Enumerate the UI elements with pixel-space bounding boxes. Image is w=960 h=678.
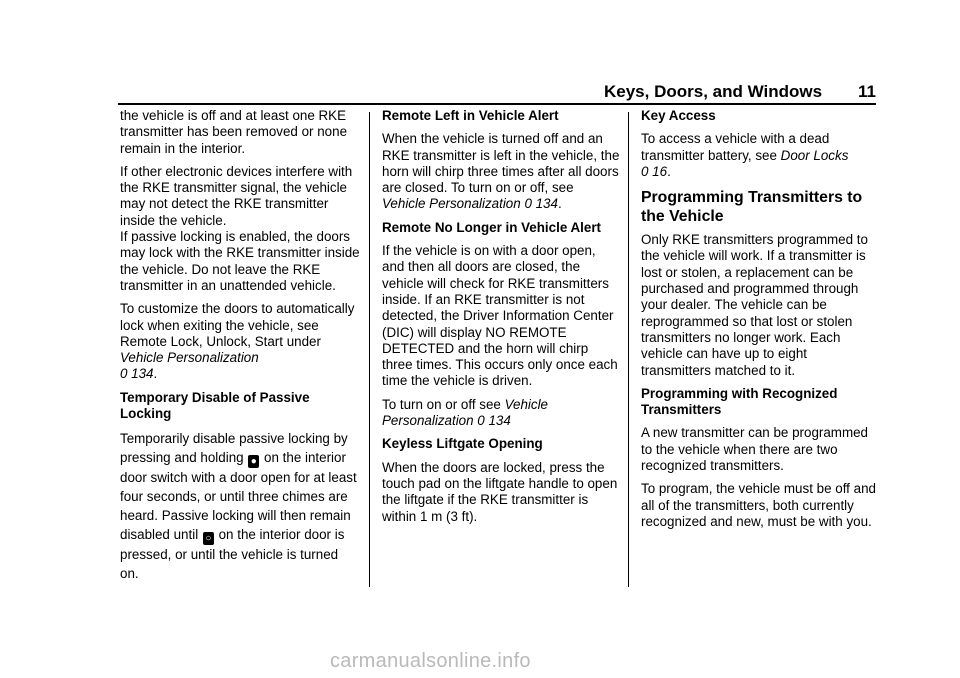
paragraph: To turn on or off see Vehicle Personalization 0 134 — [382, 396, 548, 429]
paragraph: To customize the doors to automatically lock when exiting the vehicle, see Remote Lock, Unlock, Start under Vehicle Personalization 0 134. — [120, 301, 355, 382]
cross-reference[interactable]: Vehicle Personalization — [382, 396, 548, 429]
cross-reference[interactable]: Vehicle Personalization — [382, 196, 521, 212]
page-number: 11 — [858, 82, 876, 101]
watermark: carmanualsonline.info — [330, 650, 531, 672]
paragraph: To access a vehicle with a dead transmitter battery, see Door Locks 0 16. — [641, 131, 849, 179]
column-3 — [641, 108, 877, 537]
subheading: Programming with Recognized Transmitters — [641, 385, 838, 418]
paragraph: If the vehicle is on with a door open, and then all doors are closed, the vehicle will check for RKE transmitters inside. If an RKE transmitter is not detected, the Driver Information Center (DIC) will display NO REMOTE DETECTED and the horn will chirp three times. This occurs only once each time the vehicle is driven. — [382, 243, 618, 389]
column-divider — [369, 112, 370, 587]
subheading: Keyless Liftgate Opening — [382, 436, 543, 452]
column-divider — [628, 112, 629, 587]
paragraph: When the vehicle is turned off and an RKE transmitter is left in the vehicle, the horn will chirp three times after all doors are closed. To turn on or off, see Vehicle Personalization 0 134. — [382, 131, 620, 212]
subheading: Remote No Longer in Vehicle Alert — [382, 219, 602, 235]
subheading: Key Access — [641, 108, 716, 123]
header-rule — [118, 103, 876, 105]
paragraph: Only RKE transmitters programmed to the vehicle will work. If a transmitter is lost or stolen, a replacement can be purchased and programmed through your dealer. The vehicle can be reprogrammed so that lost or stolen transmitters no longer work. Each vehicle can have up to eight transmitters matched to it. — [641, 232, 868, 378]
paragraph: A new transmitter can be programmed to the vehicle when there are two recognized transmitters. — [641, 425, 868, 474]
subheading: Temporary Disable of Passive Locking — [120, 389, 310, 422]
section-title: Keys, Doors, and Windows — [604, 82, 823, 101]
subheading: Remote Left in Vehicle Alert — [382, 108, 559, 123]
lock-icon: ● — [248, 455, 259, 468]
column-2 — [382, 108, 620, 532]
paragraph: To program, the vehicle must be off and all of the transmitters, both currently recognized and new, must be with you. — [641, 481, 876, 529]
section-heading: Programming Transmitters to the Vehicle — [641, 189, 863, 226]
paragraph: If passive locking is enabled, the doors may lock with the RKE transmitter inside the vehicle. Do not leave the RKE transmitter in an unattended vehicle. — [120, 229, 360, 293]
page-reference[interactable]: 0 134 — [120, 366, 154, 382]
page-reference[interactable]: 0 134 — [524, 196, 558, 212]
page-reference[interactable]: 0 16 — [641, 163, 668, 179]
paragraph: the vehicle is off and at least one RKE transmitter has been removed or none remain in the interior. — [120, 108, 348, 156]
paragraph: If other electronic devices interfere with the RKE transmitter signal, the vehicle may not detect the RKE transmitter inside the vehicle. — [120, 163, 353, 228]
column-1 — [120, 108, 360, 590]
cross-reference[interactable]: Vehicle Personalization — [120, 350, 259, 366]
paragraph: Temporarily disable passive locking by pressing and holding ● on the interior door switch with a door open for at least four seconds, or until three chimes are heard. Passive locking will then remain disabled until ○ on the interior door is pressed, or until the vehicle is turned on. — [120, 431, 357, 582]
cross-reference[interactable]: Door Locks — [780, 147, 849, 163]
paragraph: When the doors are locked, press the touch pad on the liftgate handle to open the liftgate if the RKE transmitter is within 1 m (3 ft). — [382, 459, 618, 524]
page-reference[interactable]: 0 134 — [477, 413, 511, 429]
unlock-icon: ○ — [203, 532, 214, 545]
